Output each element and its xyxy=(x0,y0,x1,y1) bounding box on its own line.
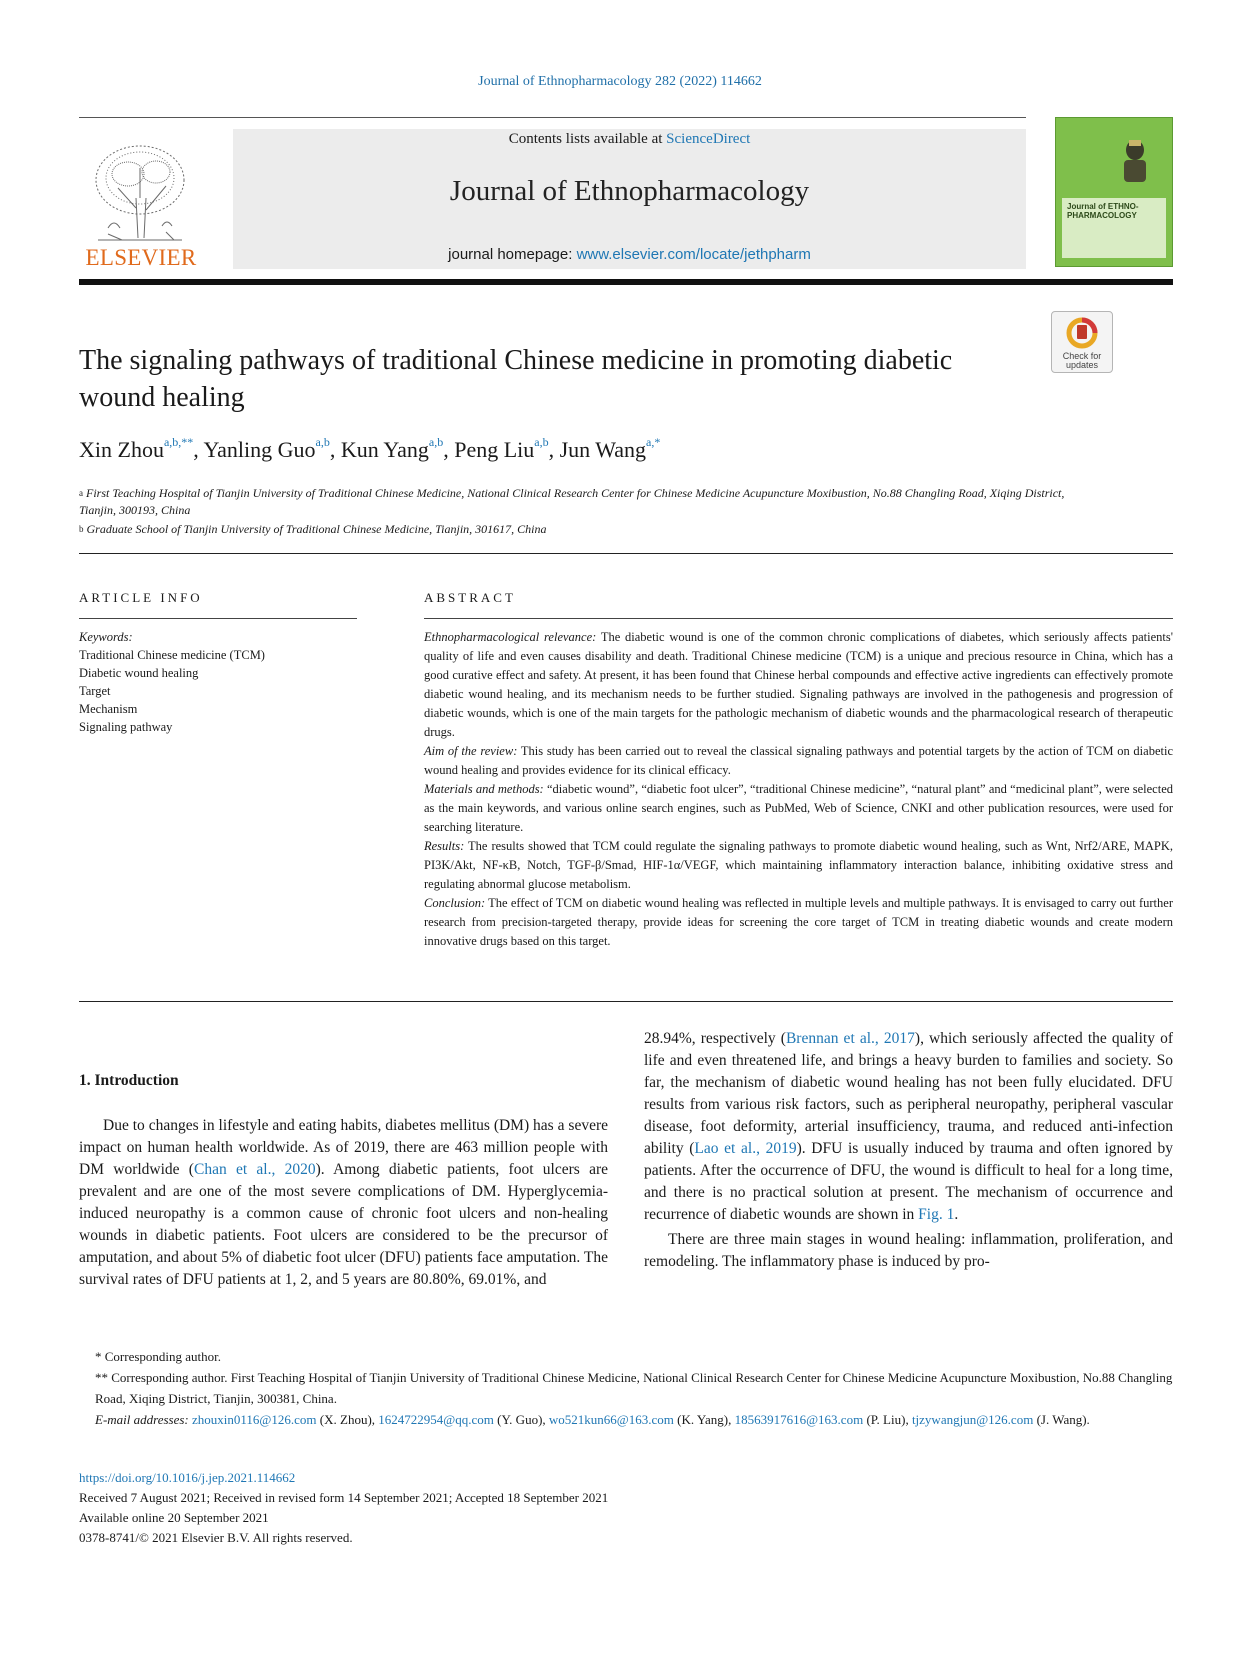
footnotes xyxy=(79,1346,1173,1430)
citation-link[interactable]: Brennan et al., 2017 xyxy=(785,1030,915,1047)
author-marks[interactable]: a,b xyxy=(534,435,549,449)
journal-cover-thumbnail[interactable] xyxy=(1055,117,1173,267)
email-link[interactable]: wo521kun66@163.com xyxy=(548,1412,674,1427)
article-info-rule xyxy=(79,618,357,619)
updates-label: Check for updates xyxy=(1062,351,1102,370)
divider-rule xyxy=(79,553,1173,554)
affiliation-mark: a xyxy=(79,488,83,498)
author-marks[interactable]: a,b xyxy=(315,435,330,449)
keyword-item: Target xyxy=(79,684,111,698)
text-run: ), which seriously affected the quality of life and even threatened life, and brings a heavy burden to families and society. So far, the mechanism of diabetic wound healing has not been fully elucidated. DFU results from various risk factors, such as peripheral neuropathy, peripheral vascular disease, foot deformity, arterial insufficiency, trauma, and reduced anti-infection ability ( xyxy=(644,1030,1173,1157)
affiliation-b xyxy=(79,521,1079,538)
abstract-section-text: The effect of TCM on diabetic wound healing was reflected in multiple levels and multiple pathways. It is envisaged to carry out further research from precision-targeted therapy, provide ideas for screening the core target of TCM in treating diabetic wounds and create modern innovative drugs based on this target. xyxy=(424,896,1173,948)
sciencedirect-link[interactable]: ScienceDirect xyxy=(666,131,751,147)
author-name: Xin Zhou xyxy=(79,437,164,462)
homepage-line xyxy=(233,246,1026,263)
author-marks[interactable]: a,b xyxy=(428,435,444,449)
affiliation-mark: b xyxy=(79,524,84,534)
cover-emblem-icon xyxy=(1116,136,1154,186)
author-list: Xin Zhou$^{a,b,**}$, Yanling Guo$^{a,b}$, Kun Yang$^{a,b}$, Peng Liu$^{a,b}$, Jun Wang$^{a,*}$ xyxy=(79,435,661,462)
email-owner: (X. Zhou), xyxy=(316,1412,379,1427)
text-run: Due to changes in lifestyle and eating habits, diabetes mellitus (DM) has a severe impact on human health worldwide. As of 2019, there are 463 million people with DM worldwide ( xyxy=(79,1117,608,1178)
abstract-section-text: The results showed that TCM could regulate the signaling pathways to promote diabetic wound healing, such as Wnt, Nrf2/ARE, MAPK, PI3K/Akt, NF-κB, Notch, TGF-β/Smad, HIF-1α/VEGF, which maintaining inflammatory interaction balance, inhibiting oxidative stress and regulating abnormal glucose metabolism. xyxy=(424,839,1173,891)
journal-citation[interactable]: Journal of Ethnopharmacology 282 (2022) 114662 xyxy=(478,74,762,89)
article-info-heading: ARTICLE INFO xyxy=(79,590,203,605)
copyright-line: 0378-8741/© 2021 Elsevier B.V. All rights reserved. xyxy=(79,1530,353,1545)
intro-paragraph: There are three main stages in wound healing: inflammation, proliferation, and remodeling. The inflammatory phase is induced by pro- xyxy=(644,1231,1173,1270)
doi-link[interactable]: https://doi.org/10.1016/j.jep.2021.114662 xyxy=(79,1470,296,1485)
abstract-section-text: The diabetic wound is one of the common chronic complications of diabetes, which seriously affects patients' quality of life and even causes disability and death. Traditional Chinese medicine (TCM) is a unique and precious resource in China, which has a good curative effect and safety. At present, it has been found that Chinese herbal compounds and effective active ingredients can effectively promote diabetic wound healing, and its mechanism needs to be further studied. Signaling pathways are involved in the pathogenesis and progression of diabetic wounds, which is one of the main targets for the pathologic mechanism of diabetic wounds and the pharmacological research of therapeutic drugs. xyxy=(424,630,1173,739)
corresponding-author-note: ** Corresponding author. First Teaching Hospital of Tianjin University of Traditional Chinese Medicine, National Clinical Research Center for Chinese Medicine Acupuncture Moxibustion, No.88 Changling Road, Xiqing District, Tianjin, 300381, China. xyxy=(95,1370,1173,1406)
publisher-name: ELSEVIER xyxy=(85,245,197,270)
intro-paragraph xyxy=(644,1028,1173,1226)
affiliation-a xyxy=(79,485,1079,519)
top-rule xyxy=(79,117,1026,118)
intro-column-right xyxy=(644,1028,1173,1273)
text-run: ). DFU is usually induced by trauma and often ignored by patients. After the occurrence of DFU, the wound is difficult to heal for a long time, and there is no practical solution at present. The mechanism of occurrence and recurrence of diabetic wounds are shown in xyxy=(644,1140,1173,1223)
abstract-section-text: “diabetic wound”, “diabetic foot ulcer”, “traditional Chinese medicine”, “natural plant” and “medicinal plant”, were selected as the main keywords, and various online search engines, such as PubMed, Web of Science, CNKI and other publication resources, were used for searching literature. xyxy=(424,782,1174,834)
keywords-label: Keywords: xyxy=(79,630,133,644)
email-owner: (J. Wang). xyxy=(1033,1412,1090,1427)
abstract-section xyxy=(424,628,1173,742)
abstract-rule xyxy=(424,618,1173,619)
abstract-section-label: Results: xyxy=(424,839,465,853)
email-link[interactable]: 18563917616@163.com xyxy=(734,1412,864,1427)
email-owner: (Y. Guo), xyxy=(493,1412,549,1427)
author-name: Kun Yang xyxy=(340,437,429,462)
cover-title: Journal of ETHNO-PHARMACOLOGY xyxy=(1062,198,1166,258)
email-link[interactable]: 1624722954@qq.com xyxy=(378,1412,494,1427)
email-link[interactable]: zhouxin0116@126.com xyxy=(192,1412,317,1427)
email-owner: (K. Yang), xyxy=(673,1412,735,1427)
abstract-section-label: Conclusion: xyxy=(424,896,486,910)
received-dates: Received 7 August 2021; Received in revised form 14 September 2021; Accepted 18 September 2021 xyxy=(79,1490,609,1505)
available-online: Available online 20 September 2021 xyxy=(79,1510,269,1525)
email-list xyxy=(79,1409,1173,1430)
abstract-body xyxy=(424,628,1173,951)
keyword-item: Mechanism xyxy=(79,702,138,716)
author-marks[interactable]: a,* xyxy=(646,435,661,449)
article-title: The signaling pathways of traditional Chinese medicine in promoting diabetic wound healing xyxy=(79,345,953,413)
article-meta xyxy=(79,1468,979,1548)
abstract-section-text: This study has been carried out to reveal the classical signaling pathways and potential targets by the action of TCM on diabetic wound healing and provides evidence for its clinical efficacy. xyxy=(424,744,1173,777)
author-name: Jun Wang xyxy=(559,437,647,462)
abstract-heading: ABSTRACT xyxy=(424,590,516,605)
abstract-section-label: Materials and methods: xyxy=(424,782,544,796)
abstract-section xyxy=(424,742,1173,780)
author-name: Peng Liu xyxy=(454,437,535,462)
affiliation-text: Graduate School of Tianjin University of Traditional Chinese Medicine, Tianjin, 301617, China xyxy=(86,522,547,536)
abstract-section-label: Ethnopharmacological relevance: xyxy=(424,630,597,644)
divider-rule xyxy=(79,1001,1173,1002)
updates-ring-icon xyxy=(1065,316,1099,350)
keyword-item: Traditional Chinese medicine (TCM) xyxy=(79,648,265,662)
check-for-updates-badge[interactable] xyxy=(1051,311,1113,373)
header-heavy-rule xyxy=(79,279,1173,285)
homepage-prefix: journal homepage: xyxy=(448,246,577,263)
email-owner: (P. Liu), xyxy=(863,1412,912,1427)
text-run: ). Among diabetic patients, foot ulcers are prevalent and are one of the most severe complications of DM. Hyperglycemia-induced neuropathy is a common cause of chronic foot ulcers and non-healing wounds in diabetic patients. Foot ulcers are considered to be the precursor of amputation, and about 5% of diabetic foot ulcer (DFU) patients face amputation. The survival rates of DFU patients at 1, 2, and 5 years are 80.80%, 69.01%, and xyxy=(79,1161,608,1288)
abstract-section xyxy=(424,780,1173,837)
text-run: . xyxy=(954,1206,959,1223)
abstract-section-label: Aim of the review: xyxy=(424,744,518,758)
abstract-section xyxy=(424,837,1173,894)
contents-line xyxy=(233,131,1026,148)
citation-link[interactable]: Lao et al., 2019 xyxy=(694,1140,797,1157)
abstract-section xyxy=(424,894,1173,951)
figure-link[interactable]: Fig. 1 xyxy=(918,1206,955,1223)
homepage-link[interactable]: www.elsevier.com/locate/jethpharm xyxy=(576,246,811,263)
keyword-item: Signaling pathway xyxy=(79,720,173,734)
intro-paragraph-left xyxy=(79,1115,608,1291)
introduction-heading: 1. Introduction xyxy=(79,1072,179,1089)
email-label: E-mail addresses: xyxy=(95,1412,189,1427)
author-name: Yanling Guo xyxy=(203,437,316,462)
journal-title: Journal of Ethnopharmacology xyxy=(449,175,810,207)
corresponding-author-note: * Corresponding author. xyxy=(95,1349,222,1364)
affiliation-text: First Teaching Hospital of Tianjin University of Traditional Chinese Medicine, National Clinical Research Center for Chinese Medicine Acupuncture Moxibustion, No.88 Changling Road, Xiqing District, Tianjin, 300193, China xyxy=(79,486,1065,517)
text-run: 28.94%, respectively ( xyxy=(644,1030,786,1047)
contents-prefix: Contents lists available at xyxy=(508,131,667,147)
email-link[interactable]: tjzywangjun@126.com xyxy=(911,1412,1034,1427)
keywords-block xyxy=(79,628,359,736)
keyword-item: Diabetic wound healing xyxy=(79,666,199,680)
citation-link[interactable]: Chan et al., 2020 xyxy=(193,1161,316,1178)
author-marks[interactable]: a,b,** xyxy=(163,435,194,449)
